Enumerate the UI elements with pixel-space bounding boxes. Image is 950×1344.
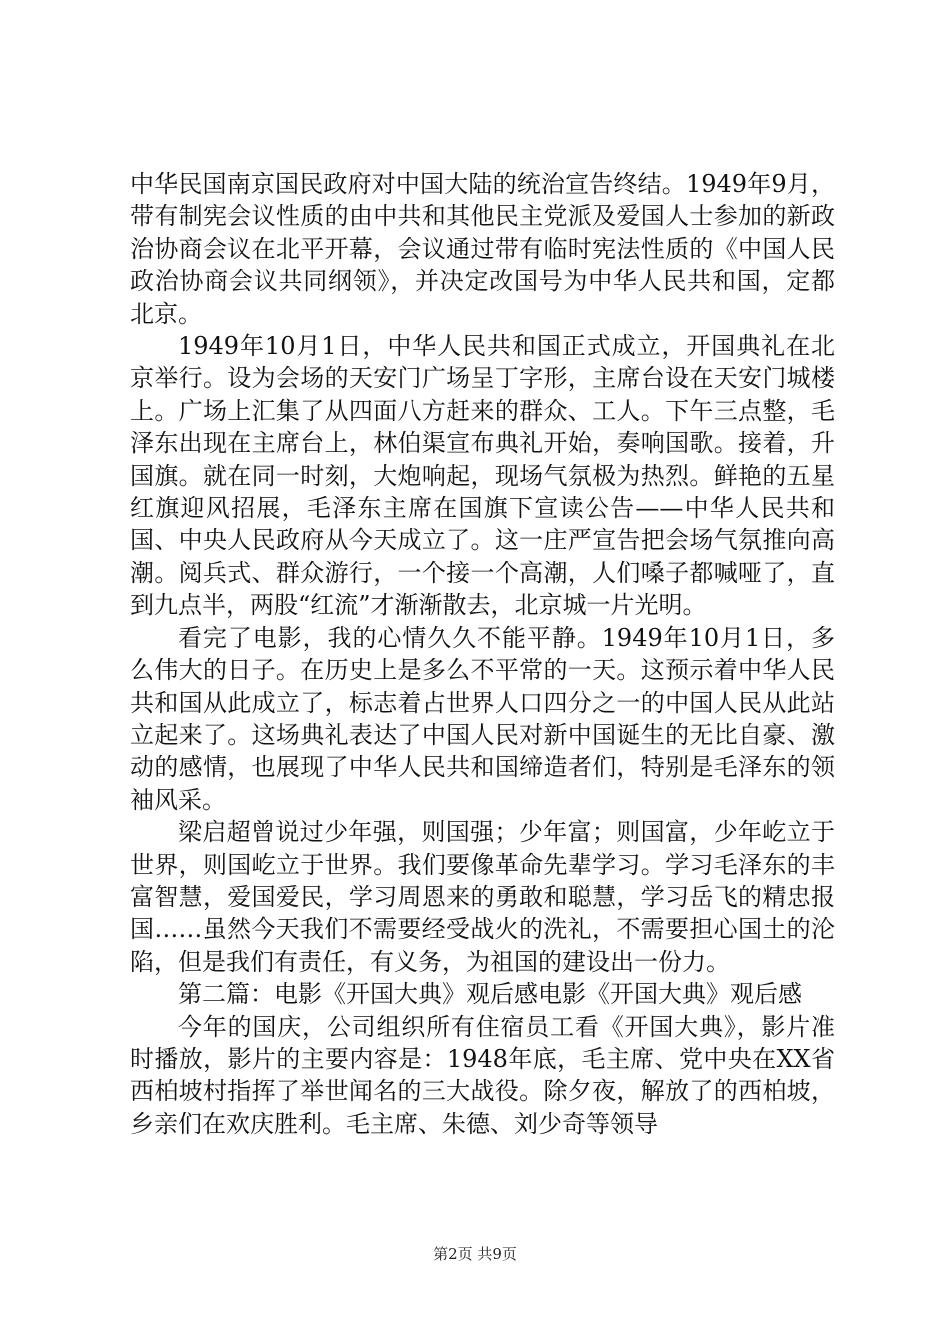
- document-body: [130, 168, 835, 1140]
- paragraph-3: 看完了电影，我的心情久久不能平静。1949年10月1日，多么伟大的日子。在历史上是多么不平常的一天。这预示着中华人民共和国从此成立了，标志着占世界人口四分之一的中国人民从此站立起来了。这场典礼表达了中国人民对新中国诞生的无比自豪、激动的感情，也展现了中华人民共和国缔造者们，特别是毛泽东的领袖风采。: [130, 623, 835, 814]
- paragraph-4: 梁启超曾说过少年强，则国强；少年富；则国富，少年屹立于世界，则国屹立于世界。我们要像革命先辈学习。学习毛泽东的丰富智慧，爱国爱民，学习周恩来的勇敢和聪慧，学习岳飞的精忠报国……虽然今天我们不需要经受战火的洗礼，不需要担心国土的沦陷，但是我们有责任，有义务，为祖国的建设出一份力。: [130, 818, 835, 976]
- page-number-footer: 第2页 共9页: [433, 1245, 517, 1263]
- paragraph-2: 1949年10月1日，中华人民共和国正式成立，开国典礼在北京举行。设为会场的天安门广场呈丁字形，主席台设在天安门城楼上。广场上汇集了从四面八方赶来的群众、工人。下午三点整，毛泽东出现在主席台上，林伯渠宣布典礼开始，奏响国歌。接着，升国旗。就在同一时刻，大炮响起，现场气氛极为热烈。鲜艳的五星红旗迎风招展，毛泽东主席在国旗下宣读公告——中华人民共和国、中央人民政府从今天成立了。这一庄严宣告把会场气氛推向高潮。阅兵式、群众游行，一个接一个高潮，人们嗓子都喊哑了，直到九点半，两股“红流”才渐渐散去，北京城一片光明。: [130, 332, 835, 620]
- section-heading: 第二篇：电影《开国大典》观后感电影《开国大典》观后感: [178, 980, 802, 1009]
- paragraph-5: 今年的国庆，公司组织所有住宿员工看《开国大典》，影片准时播放，影片的主要内容是：1948年底，毛主席、党中央在XX省西柏坡村指挥了举世闻名的三大战役。除夕夜，解放了的西柏坡，乡亲们在欢庆胜利。毛主席、朱德、刘少奇等领导: [130, 1012, 835, 1138]
- paragraph-1: 中华民国南京国民政府对中国大陆的统治宣告终结。1949年9月，带有制宪会议性质的由中共和其他民主党派及爱国人士参加的新政治协商会议在北平开幕，会议通过带有临时宪法性质的《中国人民政治协商会议共同纲领》，并决定改国号为中华人民共和国，定都北京。: [130, 170, 835, 328]
